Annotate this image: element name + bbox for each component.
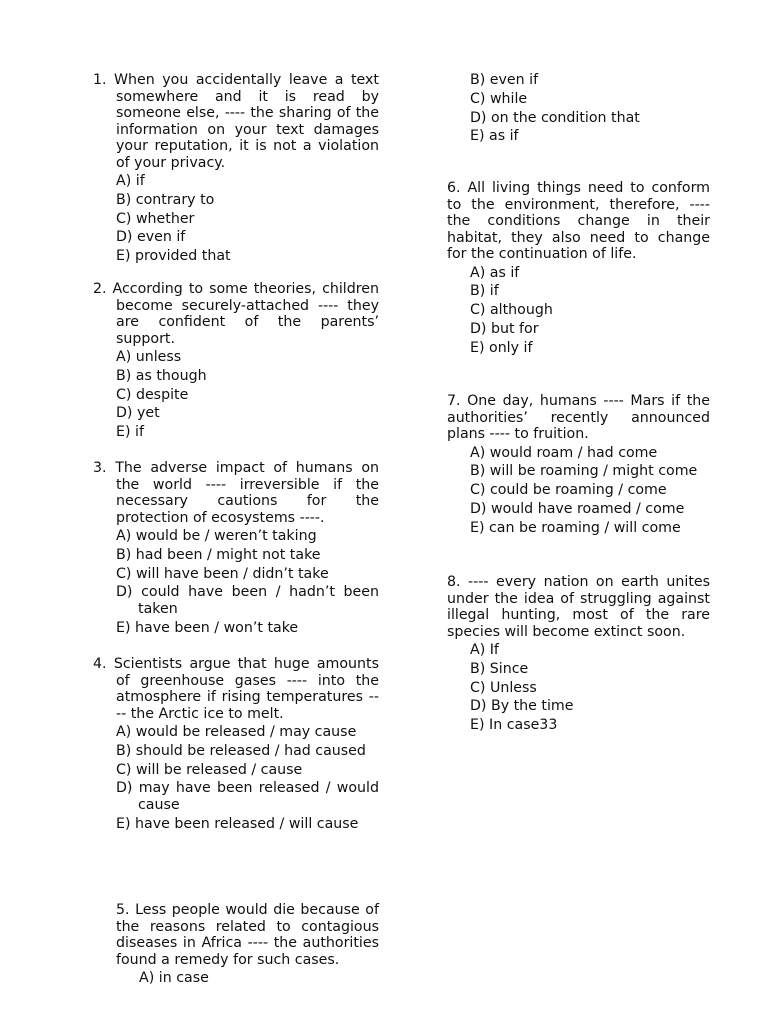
option-a: A) would be released / may cause	[116, 724, 357, 740]
option-e: E) can be roaming / will come	[470, 519, 681, 536]
question-4-text: 4. Scientists argue that huge amounts of greenhouse gases ---- into the atmosphere if rising temperatures ---- the Arctic ice to melt.	[93, 656, 379, 722]
option-b: B) as though	[116, 367, 207, 384]
option-c: C) will have been / didn’t take	[116, 565, 329, 582]
option-a: A) if	[116, 173, 145, 189]
option-e: E) have been / won’t take	[116, 619, 299, 636]
option-c: C) despite	[116, 386, 189, 403]
question-1-text: 1. When you accidentally leave a text somewhere and it is read by someone else, ---- the sharing of the information on your text damages your reputation, it is not a violation of your privacy.	[93, 72, 379, 171]
option-a: A) would be / weren’t taking	[116, 528, 317, 544]
question-6-options	[447, 265, 710, 357]
question-3-options	[93, 528, 379, 636]
option-c: C) while	[470, 90, 528, 107]
option-a: A) If	[470, 642, 499, 658]
question-7	[447, 393, 710, 574]
question-5-continued	[447, 72, 710, 180]
option-c: C) although	[470, 302, 553, 319]
option-b: B) even if	[470, 72, 539, 88]
question-7-text: 7. One day, humans ---- Mars if the authorities’ recently announced plans ---- to fruition.	[447, 393, 710, 442]
option-e: E) have been released / will cause	[116, 815, 359, 832]
option-d: D) By the time	[470, 698, 574, 715]
option-d: D) may have been released / would cause	[116, 780, 379, 813]
option-c: C) will be released / cause	[116, 761, 303, 778]
question-3-text: 3. The adverse impact of humans on the world ---- irreversible if the necessary cautions for the protection of ecosystems ----.	[93, 460, 379, 526]
option-e: E) as if	[470, 128, 519, 145]
question-4-options	[93, 724, 379, 832]
option-b: B) had been / might not take	[116, 546, 321, 563]
option-b: B) Since	[470, 660, 529, 677]
option-e: E) provided that	[116, 248, 231, 265]
option-d: D) would have roamed / come	[470, 500, 685, 517]
right-column	[447, 72, 710, 736]
question-2	[93, 281, 379, 460]
question-5-options-continued	[447, 72, 710, 145]
option-e: E) In case33	[470, 717, 558, 734]
option-d: D) yet	[116, 405, 160, 422]
option-d: D) but for	[470, 320, 539, 337]
option-d: D) on the condition that	[470, 109, 640, 126]
question-5-text: 5. Less people would die because of the reasons related to contagious diseases in Africa ---- the authorities found a remedy for such cases.	[116, 902, 379, 968]
question-1	[93, 72, 379, 281]
option-e: E) if	[116, 424, 144, 441]
option-e: E) only if	[470, 339, 533, 356]
question-1-options	[93, 173, 379, 265]
option-d: D) even if	[116, 229, 186, 246]
question-2-options	[93, 349, 379, 441]
option-b: B) should be released / had caused	[116, 742, 366, 759]
option-b: B) will be roaming / might come	[470, 463, 698, 480]
question-7-options	[447, 445, 710, 537]
option-c: C) could be roaming / come	[470, 482, 667, 499]
option-b: B) if	[470, 283, 499, 300]
option-a: A) in case	[139, 970, 209, 986]
question-6	[447, 180, 710, 393]
question-4	[93, 656, 379, 902]
option-a: A) unless	[116, 349, 182, 365]
option-d: D) could have been / hadn’t been taken	[116, 584, 379, 617]
question-2-text: 2. According to some theories, children become securely-attached ---- they are confident of the parents’ support.	[93, 281, 379, 347]
question-8-options	[447, 642, 710, 734]
option-a: A) as if	[470, 264, 520, 281]
question-3	[93, 460, 379, 656]
option-c: C) whether	[116, 210, 195, 227]
question-8	[447, 574, 710, 734]
option-a: A) would roam / had come	[470, 444, 658, 461]
question-5	[93, 902, 379, 987]
question-6-text: 6. All living things need to conform to the environment, therefore, ---- the conditions change in their habitat, they also need to change for the continuation of life.	[447, 180, 710, 262]
option-c: C) Unless	[470, 679, 537, 696]
left-column	[93, 72, 379, 989]
question-8-text: 8. ---- every nation on earth unites under the idea of struggling against illegal hunting, most of the rare species will become extinct soon.	[447, 574, 710, 640]
question-5-options-start	[93, 970, 379, 987]
option-b: B) contrary to	[116, 191, 215, 208]
